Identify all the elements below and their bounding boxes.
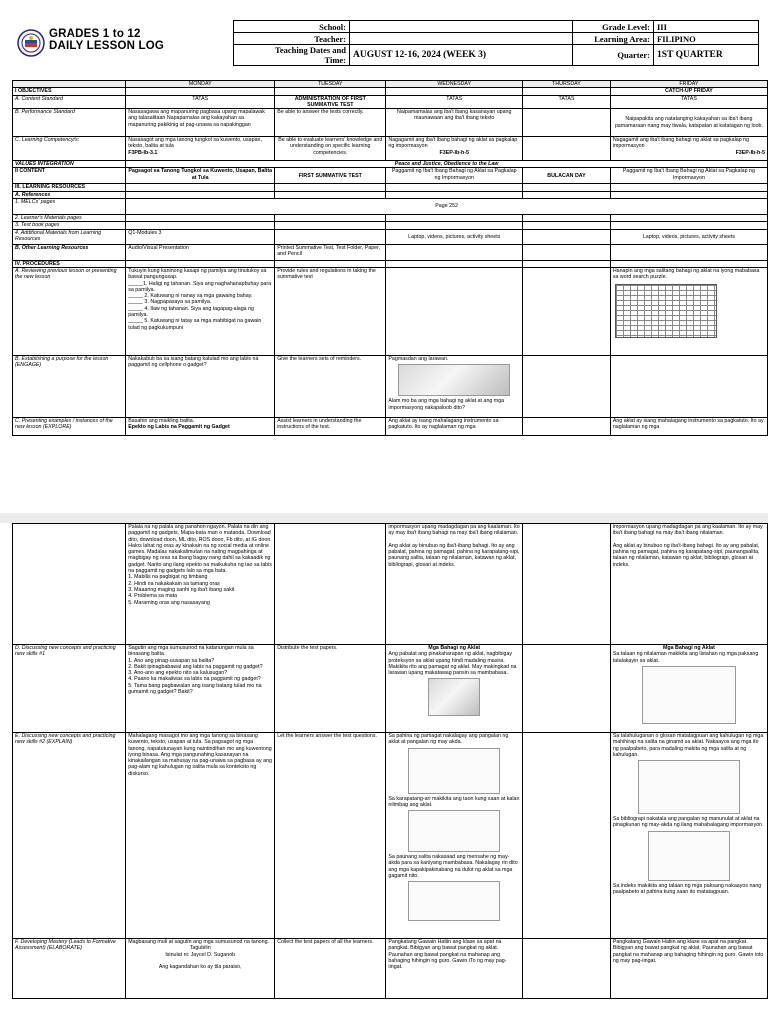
competency-row xyxy=(13,137,768,161)
melcs-row xyxy=(13,199,768,215)
other-resources-row xyxy=(13,244,768,260)
row-label-other: B. Other Learning Resources xyxy=(13,244,126,260)
row-label-content-standard: A. Content Standard xyxy=(13,95,126,109)
explore-cont-friday: impormasyon upang madagdagan pa ang kaalaman. Ito ay may iba't ibang bahagi na may iba't ibang nilalaman. Ang aklat ay binubuo ng iba't-ibang bahagi. Ito ay ang pabalat, pahina ng pamagat, pahina ng karapatang-sipi, paunangsalita, talaan ng nilalaman, katawan ng aklat, bibliograpi, glosari at indeks. xyxy=(610,524,767,645)
engage-wednesday: Pagmasdan ang larawan. Alam mo ba ang mga bahagi ng aklat at ang mga impormasyong nakapaloob dito? xyxy=(386,355,523,417)
books-image xyxy=(398,364,510,396)
cell-text: Printed Summative Test, Test Folder, Paper, and Pencil xyxy=(275,244,386,260)
cell-text: Naipamamalas ang iba't ibang kasanayan upang maunawaan ang iba't ibang teksto xyxy=(386,109,523,137)
cell-text: Give the learners sets of reminders. xyxy=(275,355,386,417)
cell-text: Mahalagang masagot mo ang mga tanong sa binasang kuwento, teksto, usapan at tula. Sa pagsagot ng mga tanong, napatutunayan kung naintindihan mo ang kuwentong iyong binasa. Ang mga pangunahing kasanayan na kinakailangan sa mahusay na pag-unawa sa pagbasa ay ang pag-alam ng kahulugan ng salita mula sa konteksto ng diskurso. xyxy=(126,733,275,939)
values-text: Peace and Justice, Obedience to the Law xyxy=(126,161,768,168)
day-header-row xyxy=(13,81,768,88)
cell-text: TATAS xyxy=(386,95,523,109)
book-cover-image xyxy=(428,678,480,716)
teacher-label: Teacher: xyxy=(234,33,350,45)
page-1 xyxy=(12,18,765,513)
review-monday: Tukuyin kung kaninong kasapi ng pamilya ang tinutukoy sa bawat pangungusap. _____1. Haligi ng tahanan. Siya ang naghahanapbuhay para sa pamilya. _____ 2. Katuwang ni nanay sa mga gawaing bahay. _____ 3. Nagpapasaya sa pamilya. _____ 4. Ilaw ng tahanan. Siya ang tagapag-alaga ng pamilya. _____ 5. Katuwang ni tatay sa mga mabibigat na gawain tulad ng pagkukumpuni xyxy=(126,267,275,355)
title-page-image xyxy=(408,748,500,794)
word-search-puzzle xyxy=(615,284,717,338)
cell-text: Naipapakita ang natatanging kakayahan sa iba't ibang pamamaraan nang may tiwala, katapatan at katatagan ng loob. xyxy=(610,109,767,137)
area-label: Learning Area: xyxy=(573,33,654,45)
cell-text: Distribute the test papers. xyxy=(275,645,386,733)
row-label-performance-standard: B. Performance Standard xyxy=(13,109,126,137)
row-label-explore: C. Presenting examples / instances of the new lesson (EXPLORE) xyxy=(13,417,126,435)
teacher-field[interactable] xyxy=(350,33,573,45)
row-label-explain: E. Discussing new concepts and practicing new skills #2 (EXPLAIN) xyxy=(13,733,126,939)
row-label-engage: B. Establishing a purpose for the lesson (ENGAGE) xyxy=(13,355,126,417)
day-tuesday: TUESDAY xyxy=(275,81,386,88)
additional-row xyxy=(13,229,768,244)
glossary-image xyxy=(638,760,740,814)
explore-cont-row xyxy=(13,524,768,645)
cell-text: Ang aklat ay isang mahalagang instrumento sa pagkatuto. Ito ay naglalaman ng mga xyxy=(610,417,767,435)
cell-text: Laptop, videos, pictures, activity sheets xyxy=(610,229,767,244)
cell-text: Ang aklat ay isang mahalagang instrumento sa pagkatuto. Ito ay naglalaman ng mga xyxy=(386,417,523,435)
cell-text: BULACAN DAY xyxy=(523,168,611,184)
school-label: School: xyxy=(234,21,350,33)
elaborate-monday: Magbasang muli at sagutin ang mga sumusunod na tanong. Tagubilin Isinulat ni: Jaycel D. Suganob Ang kagandahan ko ay tila paraiso, xyxy=(126,939,275,999)
copyright-page-image xyxy=(408,810,500,852)
discuss-1-friday: Mga Bahagi ng Aklat Sa talaan ng nilalaman makikita ang listahan ng mga paksang tatalakayin sa aklat. xyxy=(610,645,767,733)
content-standard-row xyxy=(13,95,768,109)
cell-text: Pangkatang Gawain Hatiin ang klase sa apat na pangkat. Bibigyan ang bawat pangkat ng aklat. Paunahan ang bawat pangkat na mahanap ang bahaging hihingin ng guro. Gawin iTo ng may pag-iingat. xyxy=(386,939,523,999)
cell-text: Assist learners in understanding the instructions of the test. xyxy=(275,417,386,435)
corner-cell xyxy=(13,81,126,88)
cell-text: Laptop, videos, pictures, activity sheets xyxy=(386,229,523,244)
resources-row xyxy=(13,184,768,191)
area-field[interactable]: FILIPINO xyxy=(654,33,759,45)
explore-monday: Basahin ang maikling balita. Epekto ng Labis na Paggamit ng Gadget xyxy=(126,417,275,435)
explain-wednesday: Sa pahina ng pamagat nakalagay ang pangalan ng aklat at pangalan ng may akda. Sa karapatang-ari makikita ang taon kung saan at kalan nilimbag ang aklat. Sa paunang salita nakasaad ang mensahe ng may-akda para sa kaniyang mambabasa. Nakalagay rin dito ang mga kapakipakinabang na dulot ng aklat sa mga gagamit nito. xyxy=(386,733,523,939)
explain-friday: Sa talahuluganan o glosari matatagpuan ang kahulugan ng mga mahihirap na salita na ginamit sa aklat. Nakaayos ang mga ito ng paalpabeto, para madaling makita ng mga salita at ng kahulugan. Sa bibliograpi nakatala ang pangalan ng manunulat at aklat na pinagkunan ng may-akda ng ilang mahahalagang impormasyon. Sa indeks makikita ang talaan ng mga paksang nakaayos nang paalpabeto at pahina kung saan ito matatagpuan. xyxy=(610,733,767,939)
objectives-row xyxy=(13,88,768,95)
cell-text: Nakakabuti ba sa isang batang katulad mo ang labis na paggamit ng cellphone o gadget? xyxy=(126,355,275,417)
school-field[interactable] xyxy=(350,21,573,33)
explain-row xyxy=(13,733,768,939)
day-thursday: THURSDAY xyxy=(523,81,611,88)
cell-text: Nagagamit ang iba't ibang bahagi ng aklat sa pagkalap ng impormasyon F3EP-Ib-h-5 xyxy=(386,137,523,161)
friday-catchup: CATCH-UP FRIDAY xyxy=(610,88,767,95)
explore-row xyxy=(13,417,768,435)
cell-text: Paggamit ng Iba't Ibang Bahagi ng Aklat sa Pagkalap ng Impormasyon xyxy=(386,168,523,184)
discuss-1-row xyxy=(13,645,768,733)
review-friday: Hanapin ang mga salitang bahagi ng aklat na iyong mababasa sa word search puzzle. xyxy=(610,267,767,355)
textbook-row xyxy=(13,222,768,229)
elaborate-row xyxy=(13,939,768,999)
row-label-melcs: 1. MELCs' pages xyxy=(13,199,126,215)
table-of-contents-image xyxy=(642,666,736,724)
preface-image xyxy=(408,881,500,921)
row-label-elaborate: F. Developing Mastery (Leads to Formative Assessment) (ELABORATE) xyxy=(13,939,126,999)
cell-text: TATAS xyxy=(126,95,275,109)
deped-seal-icon xyxy=(17,29,45,57)
row-label-procedures: IV. PROCEDURES xyxy=(13,260,126,267)
title-line-1: GRADES 1 to 12 xyxy=(49,28,141,40)
day-friday: FRIDAY xyxy=(610,81,767,88)
cell-text: Be able to evaluate learners' knowledge and understanding on specific learning competencies. xyxy=(275,137,386,161)
grade-field[interactable]: III xyxy=(654,21,759,33)
row-label-objectives: I OBJECTIVES xyxy=(13,88,126,95)
header-info-table xyxy=(233,20,759,66)
doc-title xyxy=(49,28,164,52)
dates-field[interactable]: AUGUST 12-16, 2024 (WEEK 3) xyxy=(350,45,573,66)
cell-text: Collect the test papers of all the learners. xyxy=(275,939,386,999)
cell-text: Pangkatang Gawain Hatiin ang klase sa apat na pangkat. Bibigyan ang bawat pangkat ng aklat. Paunahan ang bawat pangkat na mahanap ang bahaging hihingin ng guro. Gawin ioto ng may pag-iingat. xyxy=(610,939,767,999)
review-row xyxy=(13,267,768,355)
cell-text: TATAS xyxy=(523,95,611,109)
cell-text: Nagagamit ang iba't ibang bahagi ng aklat sa pagkalap ng impormasyon F3EP-Ib-h-5 xyxy=(610,137,767,161)
performance-standard-row xyxy=(13,109,768,137)
references-row xyxy=(13,191,768,198)
procedures-row xyxy=(13,260,768,267)
quarter-label: Quarter: xyxy=(573,45,654,66)
row-label-resources: III. LEARNING RESOURCES xyxy=(13,184,126,191)
grade-label: Grade Level: xyxy=(573,21,654,33)
explore-cont-monday: Palala na ng palala ang panahon ngayon. Palala na din ang paggamit ng gadgets. Mapa-bata man o matanda. Download dito, download doon, ML dito, ROS doon, Fb dito, at IG doon. Halos lahat ng oras ay kinakain na ng social media at online games. Madalas nakakalimutan na nating magpahinga at magbigay ng oras sa ibang bagay nang dahil sa kakaadik ng gadget. Narito ang ilang epekto na maikukuha ng tao sa labis na paggamit ng gadgets lalo sa mga bata. 1. Mabilis na pagbigat ng timbang 2. Hindi na nakakakain sa tamang oras 3. Maaaring maging sanhi ng iba't ibang sakit 4. Problema sa mata 5. Maraming oras ang nasasayang xyxy=(126,524,275,645)
quarter-field[interactable]: 1ST QUARTER xyxy=(654,45,759,66)
cell-text: Provide rules and regulations in taking the summative test xyxy=(275,267,386,355)
cell-text: Pagsagot sa Tanong Tungkol sa Kuwento, Usapan, Balita at Tula xyxy=(126,168,275,184)
cell-text: Be able to answer the tests correctly. xyxy=(275,109,386,137)
row-label-discuss-1: D. Discussing new concepts and practicing new skills #1 xyxy=(13,645,126,733)
page-gap xyxy=(0,513,768,523)
melcs-page: Page 252 xyxy=(126,199,768,215)
dates-label: Teaching Dates and Time: xyxy=(234,45,350,66)
engage-row xyxy=(13,355,768,417)
bibliography-image xyxy=(648,831,730,881)
values-row xyxy=(13,161,768,168)
row-label-content: II CONTENT xyxy=(13,168,126,184)
row-label-lm: 2. Learner's Materials pages xyxy=(13,215,126,222)
cell-text: TATAS xyxy=(610,95,767,109)
cell-text: Audio/Visual Presentation xyxy=(126,244,275,260)
cell-text: Let the learners answer the test questions. xyxy=(275,733,386,939)
explore-cont-wednesday: impormasyon upang madagdagan pa ang kaalaman. Ito ay may iba't ibang bahagi na may iba't ibang nilalaman. Ang aklat ay binubuo ng iba't-ibang bahagi. Ito ay ang pabalat, pahina ng pamagat, pahina ng karapatang-sipi, paunang salita, talaan ng nilalaman, katawan ng aklat, bibliograpi, glosari at indeks. xyxy=(386,524,523,645)
lesson-grid-page-2 xyxy=(12,523,768,999)
lesson-grid-page-1 xyxy=(12,80,768,436)
day-wednesday: WEDNESDAY xyxy=(386,81,523,88)
day-monday: MONDAY xyxy=(126,81,275,88)
title-line-2: DAILY LESSON LOG xyxy=(49,40,165,52)
cell-text: ADMINISTRATION OF FIRST SUMMATIVE TEST xyxy=(275,95,386,109)
row-label-competency: C. Learning Competency/s: xyxy=(13,137,126,161)
cell-text: Nasasagot ang mga tanong tungkol sa kuwento, usapan, teksto, balita at tula F3PB-Ib-3.1 xyxy=(126,137,275,161)
row-label-review: A. Reviewing previous lesson or presenting the new lesson xyxy=(13,267,126,355)
row-label-references: A. References xyxy=(13,191,126,198)
cell-text: Nasasagawa ang mapanuring pagbasa upang mapalawak ang talasalitaan Napapamalas ang kakayahan sa mapanuring pakikinig at pag-unawa sa napakinggan xyxy=(126,109,275,137)
cell-text: Q1-Modules 3 xyxy=(126,229,275,244)
row-label-values: VALUES INTEGRATION xyxy=(13,161,126,168)
cell-text: Paggamit ng Iba't Ibang Bahagi ng Aklat sa Pagkalap ng Impormasyon xyxy=(610,168,767,184)
discuss-1-monday: Sagutin ang mga sumusunod na katanungan mula sa binasang balita. 1. Ano ang pinag-uusapan sa balita? 2. Bakit ipinagbabawal ang labis na paggamit ng gadget? 3. Ano-ano ang epekto nito sa kalusugan? 4. Paano ka makaiiwas sa labis na paggamit ng gadget? 5. Tama bang pagbawalan ang isang batang tulad mo na gumamit ng gadget? Bakit? xyxy=(126,645,275,733)
content-row xyxy=(13,168,768,184)
lm-row xyxy=(13,215,768,222)
page-2 xyxy=(12,523,762,1019)
header xyxy=(12,18,762,70)
cell-text: FIRST SUMMATIVE TEST xyxy=(275,168,386,184)
discuss-1-wednesday: Mga Bahagi ng Aklat Ang pabalat ang pinakaharapan ng aklat, nagbibigay proteksyon sa aklat upang hindi madaling masira. Makikita rito ang pamagat ng aklat. May makingkad na larawan upang makatawag pansin sa mambabasa. xyxy=(386,645,523,733)
row-label-textbook: 3. Text book pages xyxy=(13,222,126,229)
row-label-additional: 4. Additional Materials from Learning Resources xyxy=(13,229,126,244)
